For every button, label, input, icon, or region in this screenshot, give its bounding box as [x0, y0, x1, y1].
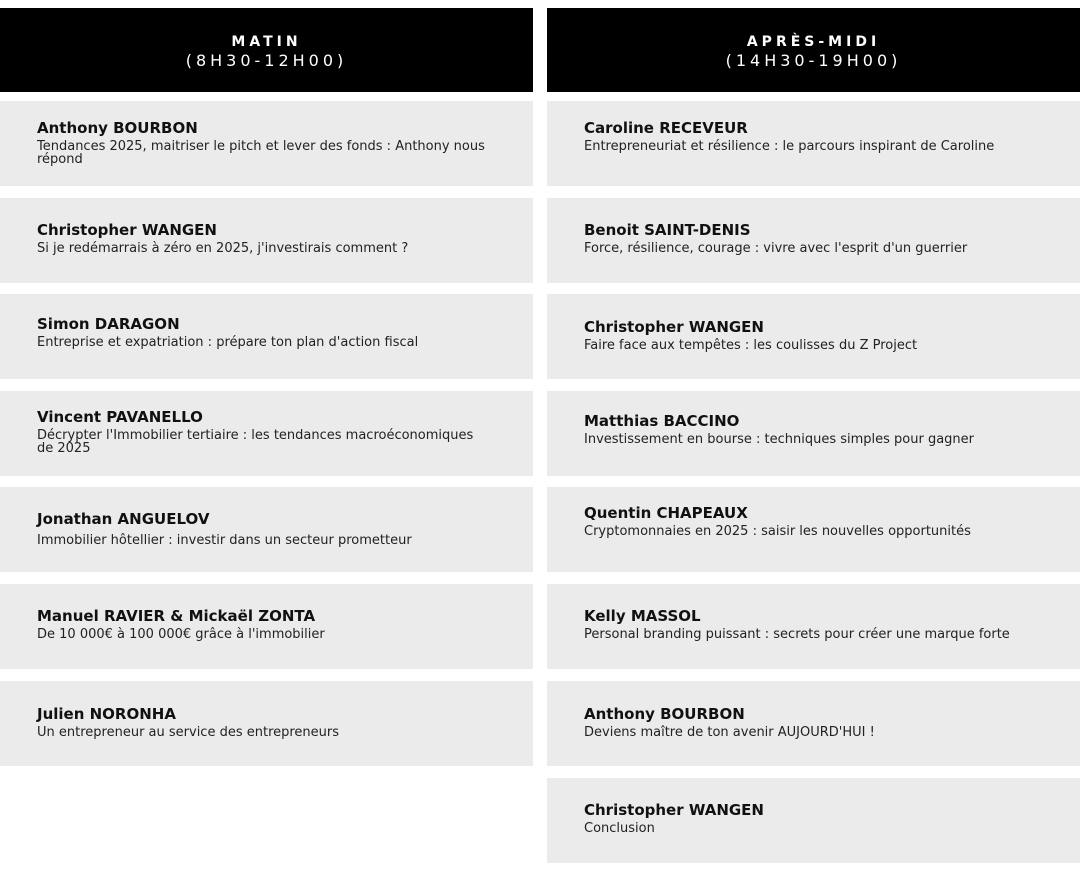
session-title: Faire face aux tempêtes : les coulisses du Z Project: [584, 338, 918, 353]
morning-session-card: [0, 391, 533, 476]
session-speaker: Matthias BACCINO: [584, 412, 740, 430]
session-speaker: Anthony BOURBON: [37, 119, 198, 137]
session-title: Entreprise et expatriation : prépare ton plan d'action fiscal: [37, 335, 419, 350]
morning-title: MATIN: [231, 34, 302, 50]
afternoon-header: [547, 8, 1080, 92]
morning-session-card: [0, 198, 533, 283]
session-speaker: Christopher WANGEN: [584, 801, 764, 819]
afternoon-session-card: [547, 778, 1080, 863]
session-speaker: Manuel RAVIER & Mickaël ZONTA: [37, 607, 316, 625]
session-title: Décrypter l'Immobilier tertiaire : les tendances macroéconomiques de 2025: [37, 428, 474, 456]
afternoon-time: (14H30-19H00): [725, 51, 902, 70]
morning-time: (8H30-12H00): [185, 51, 348, 70]
morning-session-card: [0, 294, 533, 379]
session-title: Immobilier hôtellier : investir dans un secteur prometteur: [37, 533, 412, 548]
afternoon-session-card: [547, 681, 1080, 766]
morning-session-card: [0, 487, 533, 572]
afternoon-session-card: [547, 198, 1080, 283]
morning-session-card: [0, 101, 533, 186]
afternoon-session-card: [547, 391, 1080, 476]
session-speaker: Quentin CHAPEAUX: [584, 504, 748, 522]
session-speaker: Kelly MASSOL: [584, 607, 701, 625]
session-speaker: Anthony BOURBON: [584, 705, 745, 723]
session-title: Conclusion: [584, 821, 655, 836]
afternoon-session-card: [547, 584, 1080, 669]
afternoon-session-card: [547, 487, 1080, 572]
afternoon-session-card: [547, 101, 1080, 186]
session-title: Deviens maître de ton avenir AUJOURD'HUI !: [584, 725, 875, 740]
afternoon-title: APRÈS-MIDI: [746, 34, 881, 50]
session-speaker: Vincent PAVANELLO: [37, 408, 203, 426]
session-speaker: Christopher WANGEN: [37, 221, 217, 239]
morning-session-card: [0, 584, 533, 669]
session-speaker: Christopher WANGEN: [584, 318, 764, 336]
afternoon-session-card: [547, 294, 1080, 379]
session-speaker: Julien NORONHA: [37, 705, 176, 723]
session-title: Investissement en bourse : techniques simples pour gagner: [584, 432, 975, 447]
session-title: De 10 000€ à 100 000€ grâce à l'immobilier: [37, 627, 325, 642]
session-title: Cryptomonnaies en 2025 : saisir les nouvelles opportunités: [584, 524, 971, 539]
session-speaker: Jonathan ANGUELOV: [37, 510, 210, 528]
session-title: Personal branding puissant : secrets pour créer une marque forte: [584, 627, 1010, 642]
session-speaker: Caroline RECEVEUR: [584, 119, 748, 137]
session-title: Si je redémarrais à zéro en 2025, j'investirais comment ?: [37, 241, 409, 256]
session-title: Entrepreneuriat et résilience : le parcours inspirant de Caroline: [584, 139, 995, 154]
session-title: Force, résilience, courage : vivre avec l'esprit d'un guerrier: [584, 241, 968, 256]
session-speaker: Simon DARAGON: [37, 315, 180, 333]
session-title: Un entrepreneur au service des entrepreneurs: [37, 725, 340, 740]
session-speaker: Benoit SAINT-DENIS: [584, 221, 751, 239]
morning-header: [0, 8, 533, 92]
session-title: Tendances 2025, maitriser le pitch et lever des fonds : Anthony nous répond: [37, 139, 485, 167]
morning-session-card: [0, 681, 533, 766]
